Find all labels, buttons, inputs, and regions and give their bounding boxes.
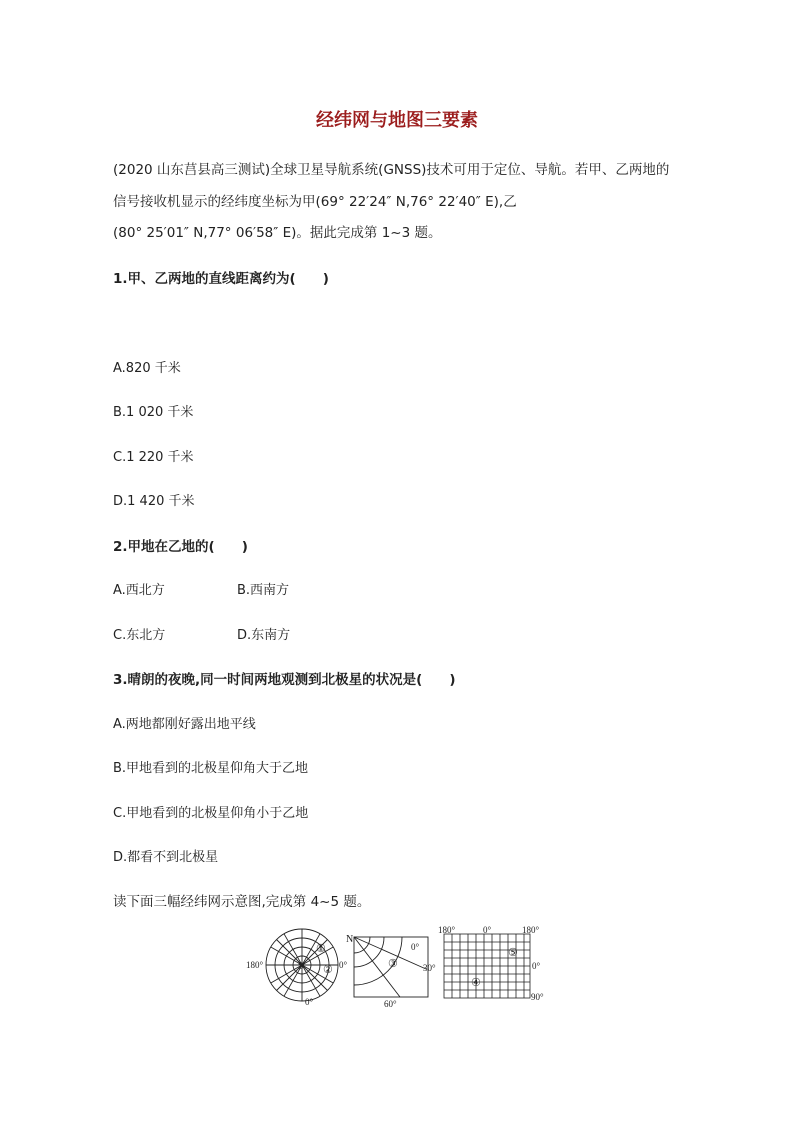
question-3-option-a: A.两地都刚好露出地平线 (113, 717, 256, 732)
quadrant-mark-3: ③ (388, 958, 398, 970)
polar-pole-label: S (298, 961, 304, 972)
intro-line-3: (80° 25′01″ N,77° 06′58″ E)。据此完成第 1~3 题。 (113, 225, 442, 241)
polar-label-180: 180° (246, 960, 264, 970)
graticule-figures (240, 925, 560, 1010)
question-2-option-b: B.西南方 (237, 583, 290, 598)
quadrant-label-60: 60° (384, 999, 397, 1009)
question-1-stem: 1.甲、乙两地的直线距离约为( ) (113, 271, 329, 287)
intro-line-2: 信号接收机显示的经纬度坐标为甲(69° 22′24″ N,76° 22′40″ E),乙 (113, 194, 517, 210)
grid-graticule-diagram (444, 934, 530, 998)
grid-label-90: 90° (531, 992, 544, 1002)
quadrant-pole-label: N (346, 934, 354, 945)
question-3-option-d: D.都看不到北极星 (113, 850, 219, 865)
polar-mark-1: ① (316, 943, 326, 955)
question-2-option-c: C.东北方 (113, 628, 166, 643)
question-3-stem: 3.晴朗的夜晚,同一时间两地观测到北极星的状况是( ) (113, 672, 456, 688)
question-3-option-b: B.甲地看到的北极星仰角大于乙地 (113, 761, 309, 776)
question-1-option-a: A.820 千米 (113, 361, 181, 376)
read-instruction: 读下面三幅经纬网示意图,完成第 4~5 题。 (113, 894, 371, 910)
question-2-stem: 2.甲地在乙地的( ) (113, 539, 248, 555)
question-1-option-c: C.1 220 千米 (113, 450, 194, 465)
grid-label-180-left: 180° (438, 925, 456, 935)
grid-label-0-top: 0° (483, 925, 492, 935)
question-3-option-c: C.甲地看到的北极星仰角小于乙地 (113, 806, 309, 821)
question-2-option-a: A.西北方 (113, 583, 165, 598)
grid-mark-4: ④ (471, 977, 481, 989)
quadrant-label-0: 0° (411, 942, 420, 952)
grid-mark-5: ⑤ (508, 947, 518, 959)
polar-mark-2: ② (323, 964, 333, 976)
intro-line-1: (2020 山东莒县高三测试)全球卫星导航系统(GNSS)技术可用于定位、导航。若甲、乙两地的 (113, 162, 670, 178)
grid-label-0-right: 0° (532, 961, 541, 971)
question-1-option-d: D.1 420 千米 (113, 494, 195, 509)
quadrant-label-30: 30° (423, 963, 436, 973)
grid-label-180-right: 180° (522, 925, 540, 935)
question-1-option-b: B.1 020 千米 (113, 405, 194, 420)
polar-label-0-bottom: 0° (305, 997, 314, 1007)
polar-label-0-right: 0° (339, 960, 348, 970)
question-2-option-d: D.东南方 (237, 628, 291, 643)
page-title: 经纬网与地图三要素 (316, 110, 478, 131)
